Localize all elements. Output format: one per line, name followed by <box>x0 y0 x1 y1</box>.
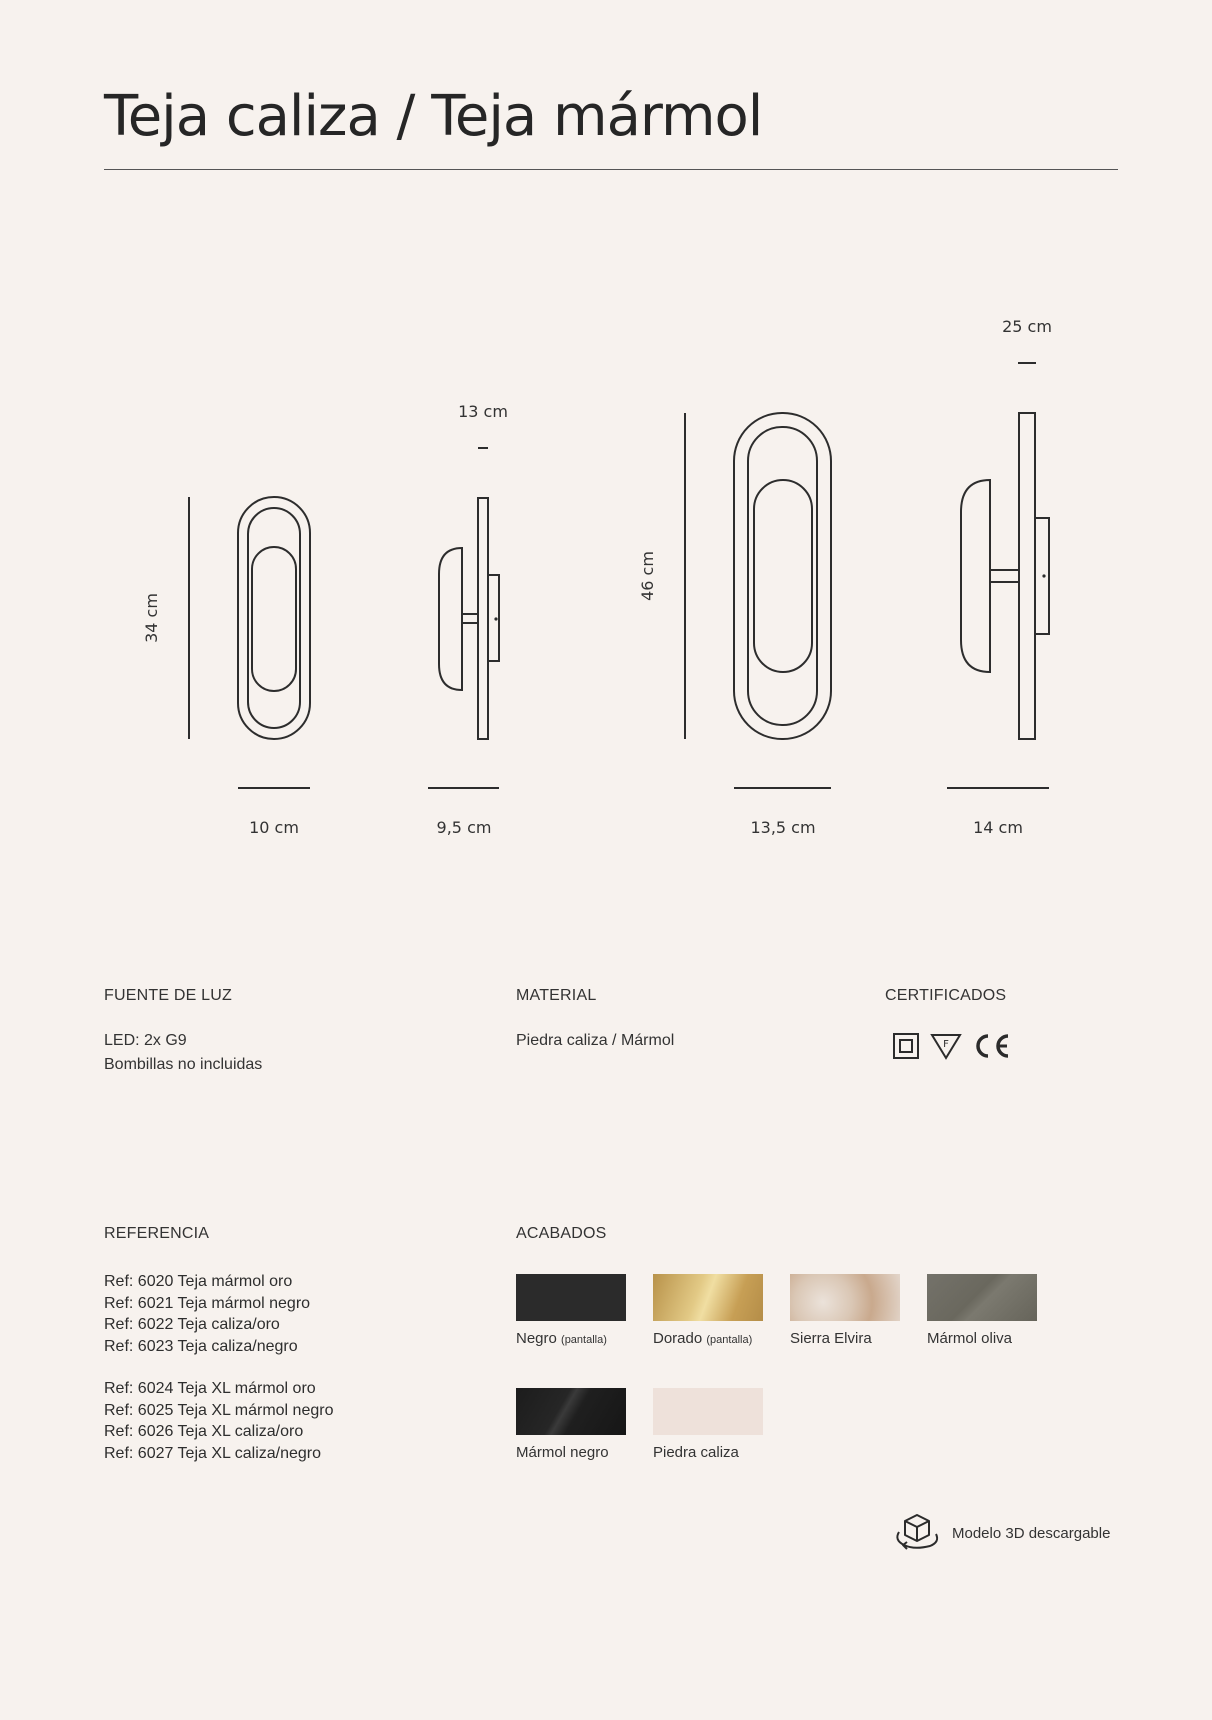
reference-item: Ref: 6024 Teja XL mármol oro <box>104 1380 316 1397</box>
light-source-line: Bombillas no incluidas <box>104 1056 263 1073</box>
ce-mark-icon <box>972 1032 1012 1060</box>
finish-swatch-sierra-elvira[interactable] <box>790 1274 900 1321</box>
finish-swatch-negro[interactable] <box>516 1274 626 1321</box>
large-front-view <box>734 413 831 739</box>
material-value: Piedra caliza / Mármol <box>516 1032 675 1049</box>
small-front-view <box>238 497 310 739</box>
material-heading: MATERIAL <box>516 987 597 1004</box>
reference-item: Ref: 6025 Teja XL mármol negro <box>104 1401 334 1419</box>
large-side-view <box>961 413 1049 739</box>
finish-swatch-dorado[interactable] <box>653 1274 763 1321</box>
reference-item: Ref: 6020 Teja mármol oro <box>104 1273 293 1290</box>
cube-rotate-icon <box>892 1512 942 1554</box>
reference-item: Ref: 6023 Teja caliza/negro <box>104 1337 298 1355</box>
finish-label-sierra-elvira: Sierra Elvira <box>790 1330 872 1347</box>
large-side-top-label: 25 cm <box>1002 317 1052 336</box>
download-3d-model[interactable] <box>892 1512 1110 1554</box>
small-height-label: 34 cm <box>142 593 161 643</box>
page-title: Teja caliza / Teja mármol <box>104 84 763 149</box>
finish-label-marmol-oliva: Mármol oliva <box>927 1330 1013 1347</box>
small-front-width-label: 10 cm <box>249 818 299 837</box>
light-source-heading: FUENTE DE LUZ <box>104 987 232 1004</box>
small-side-depth-label: 9,5 cm <box>436 818 492 837</box>
svg-text:F: F <box>943 1039 949 1050</box>
reference-heading: REFERENCIA <box>104 1225 210 1242</box>
finish-swatch-piedra-caliza[interactable] <box>653 1388 763 1435</box>
finish-swatch-marmol-oliva[interactable] <box>927 1274 1037 1321</box>
f-mark-icon <box>930 1032 962 1060</box>
small-side-top-label: 13 cm <box>458 402 508 421</box>
finish-label-marmol-negro: Mármol negro <box>516 1444 609 1461</box>
large-front-width-label: 13,5 cm <box>750 818 816 837</box>
reference-group <box>104 1271 333 1357</box>
light-source-text <box>104 1029 262 1077</box>
reference-item: Ref: 6021 Teja mármol negro <box>104 1294 311 1312</box>
reference-group <box>104 1378 333 1464</box>
reference-item: Ref: 6026 Teja XL caliza/oro <box>104 1423 304 1440</box>
download-3d-label: Modelo 3D descargable <box>952 1524 1111 1542</box>
certificates-icons <box>892 1032 1012 1060</box>
large-side-depth-label: 14 cm <box>973 818 1023 837</box>
certificates-heading: CERTIFICADOS <box>885 987 1007 1004</box>
reference-item: Ref: 6022 Teja caliza/oro <box>104 1316 280 1333</box>
finish-label-negro: Negro (pantalla) <box>516 1330 607 1347</box>
light-source-line: LED: 2x G9 <box>104 1032 187 1049</box>
finish-label-piedra-caliza: Piedra caliza <box>653 1444 739 1461</box>
finishes-heading: ACABADOS <box>516 1225 607 1242</box>
class-ii-icon <box>892 1032 920 1060</box>
finish-swatch-marmol-negro[interactable] <box>516 1388 626 1435</box>
large-height-label: 46 cm <box>638 551 657 601</box>
reference-list <box>104 1271 333 1485</box>
finish-label-dorado: Dorado (pantalla) <box>653 1330 753 1347</box>
small-side-view <box>439 498 499 739</box>
reference-item: Ref: 6027 Teja XL caliza/negro <box>104 1444 322 1462</box>
